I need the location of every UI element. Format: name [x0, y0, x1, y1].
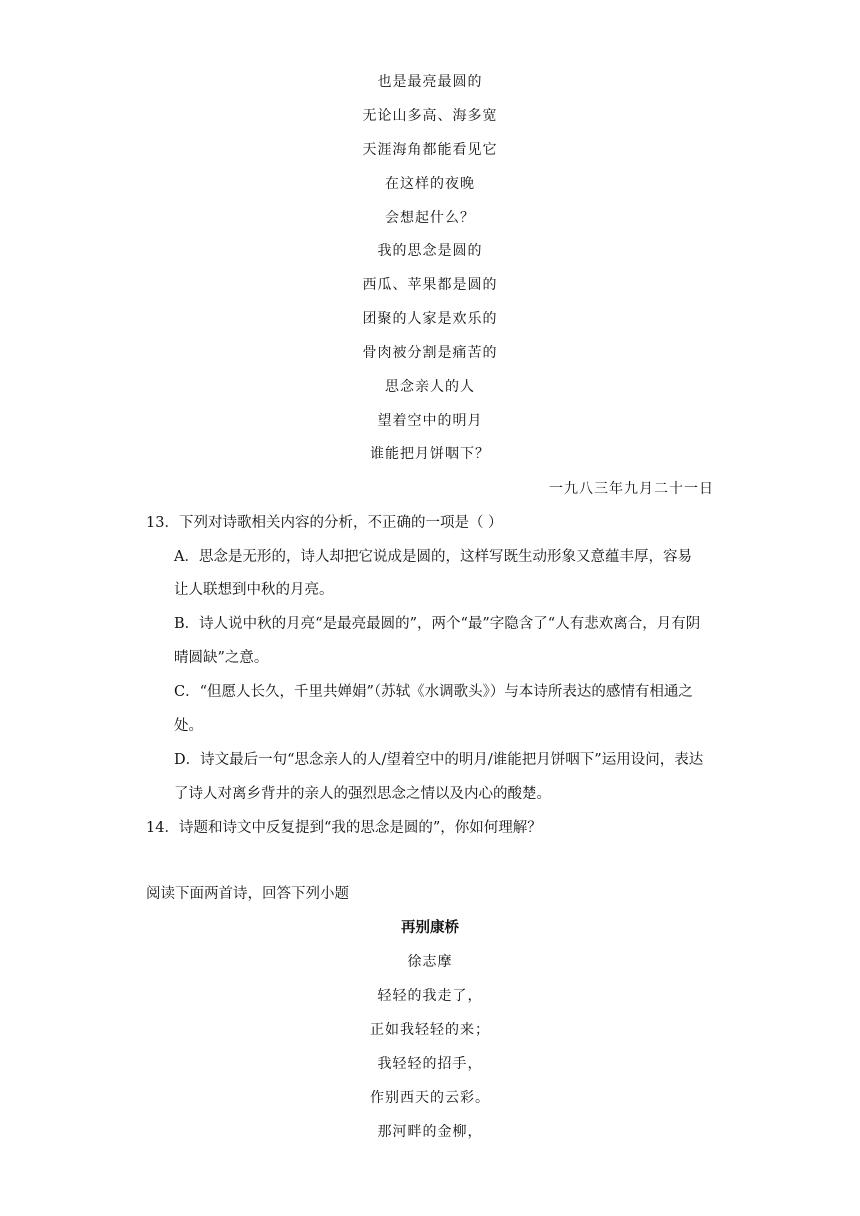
- poem-line: 团聚的人家是欢乐的: [362, 311, 498, 327]
- poem-line: 西瓜、苹果都是圆的: [362, 277, 498, 293]
- question-13-stem: 13．下列对诗歌相关内容的分析，不正确的一项是（ ）: [146, 515, 503, 531]
- poem-author: 徐志摩: [407, 954, 453, 970]
- poem-line: 谁能把月饼咽下？: [370, 446, 490, 462]
- option-c-line-2: 处。: [174, 718, 203, 734]
- poem-line: 会想起什么？: [385, 210, 475, 226]
- option-c-line-1: C．“但愿人长久，千里共婵娟”（苏轼《水调歌头》）与本诗所表达的感情有相通之: [174, 684, 693, 700]
- poem-line: 骨肉被分割是痛苦的: [362, 345, 498, 361]
- poem-date: 一九八三年九月二十一日: [549, 481, 714, 497]
- poem-line: 在这样的夜晚: [385, 176, 475, 192]
- poem-line: 作别西天的云彩。: [370, 1090, 490, 1106]
- option-d-line-1: D．诗文最后一句“思念亲人的人/望着空中的明月/谁能把月饼咽下”运用设问，表达: [174, 752, 704, 768]
- poem-line: 我的思念是圆的: [377, 243, 483, 259]
- poem-line: 也是最亮最圆的: [377, 74, 483, 90]
- option-d-line-2: 了诗人对离乡背井的亲人的强烈思念之情以及内心的酸楚。: [174, 786, 551, 802]
- option-b-line-2: 晴圆缺”之意。: [174, 650, 269, 666]
- poem-line: 我轻轻的招手，: [377, 1056, 483, 1072]
- option-b-line-1: B．诗人说中秋的月亮“是最亮最圆的”，两个“最”字隐含了“人有悲欢离合，月有阴: [174, 616, 701, 632]
- poem-line: 无论山多高、海多宽: [362, 108, 498, 124]
- poem-line: 轻轻的我走了，: [377, 988, 483, 1004]
- poem-line: 正如我轻轻的来；: [370, 1022, 490, 1038]
- poem-line: 思念亲人的人: [385, 379, 475, 395]
- poem-line: 望着空中的明月: [377, 413, 483, 429]
- poem-title: 再别康桥: [401, 919, 459, 936]
- poem-line: 那河畔的金柳，: [377, 1124, 483, 1140]
- question-14-stem: 14．诗题和诗文中反复提到“我的思念是圆的”，你如何理解？: [146, 820, 542, 836]
- option-a-line-1: A．思念是无形的，诗人却把它说成是圆的，这样写既生动形象又意蕴丰厚，容易: [174, 549, 692, 565]
- poem-line: 天涯海角都能看见它: [362, 142, 498, 158]
- option-a-line-2: 让人联想到中秋的月亮。: [174, 582, 334, 598]
- section-intro: 阅读下面两首诗，回答下列小题: [146, 886, 349, 902]
